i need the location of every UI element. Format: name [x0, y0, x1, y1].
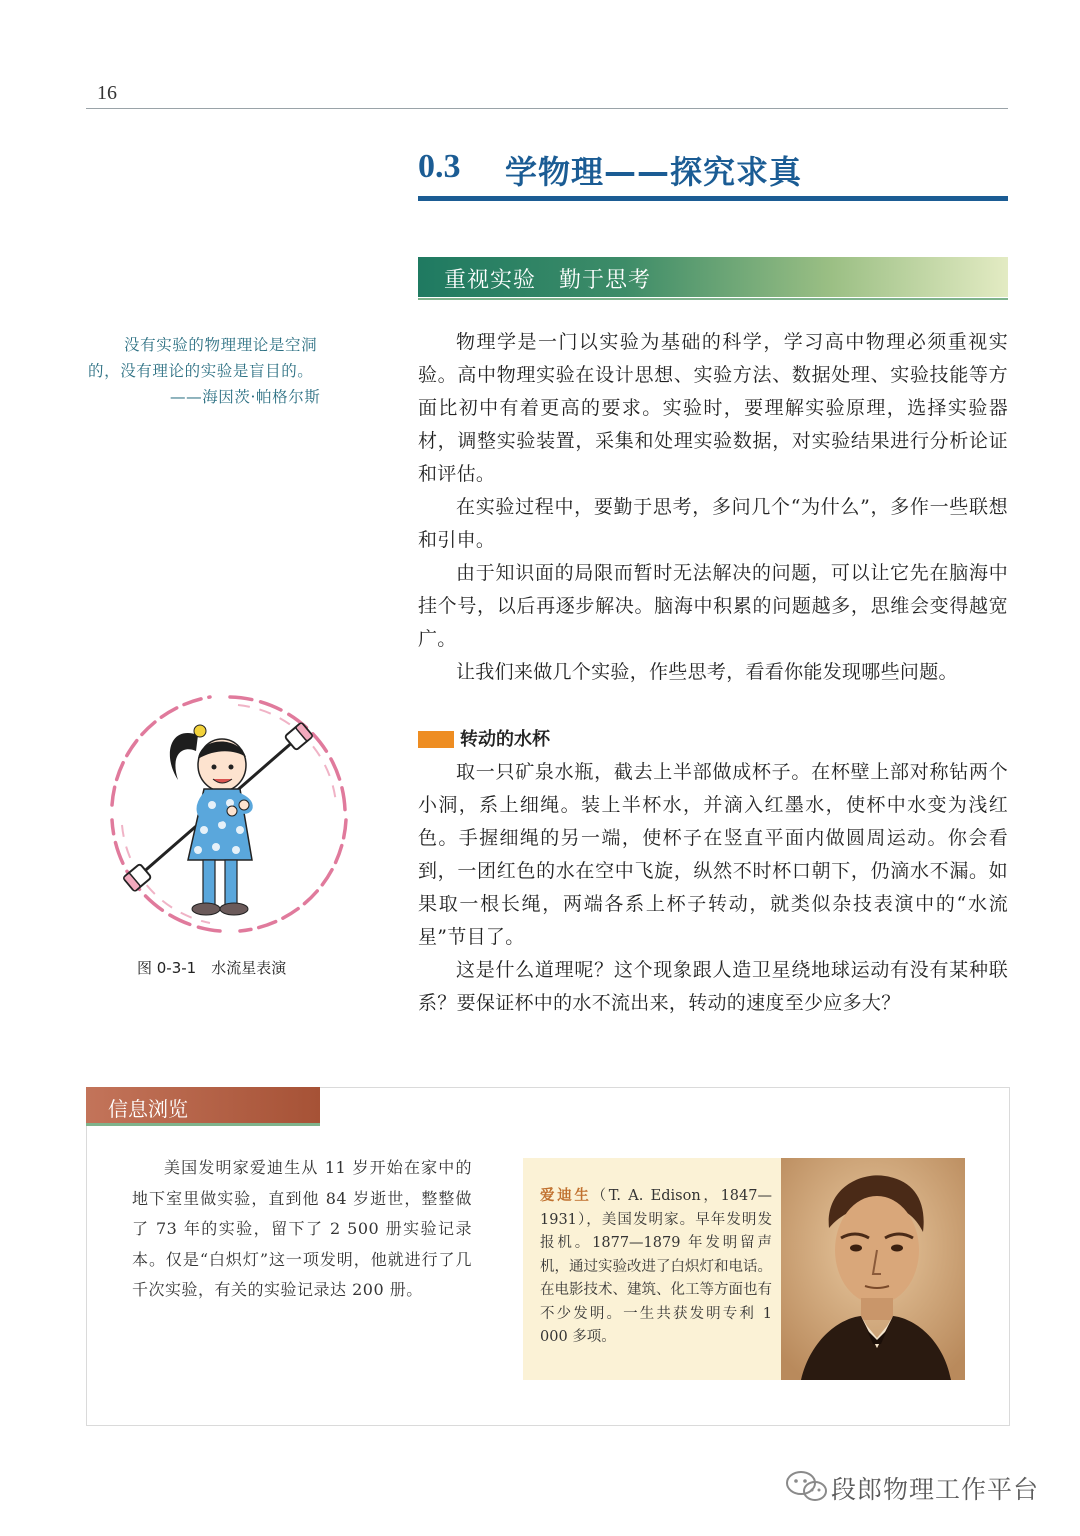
- sidebar-quote-line: 没有实验的物理理论是空洞: [124, 336, 318, 354]
- body-paragraph: [418, 491, 1008, 557]
- water-meteor-illustration: [100, 685, 360, 950]
- subsection-banner: [418, 257, 1008, 297]
- body-paragraph-text: 让我们来做几个实验，作些思考，看看你能发现哪些问题。: [456, 661, 958, 683]
- edison-portrait-image: [781, 1158, 965, 1380]
- edison-description: （T. A. Edison，1847—1931），美国发明家。早年发明发报机。1877—1879 年发明留声机，通过实验改进了白炽灯和电话。在电影技术、建筑、化工等方面也有不少发明。一生共获发明专利 1 000 多项。: [540, 1188, 772, 1345]
- body-paragraph: [418, 557, 1008, 656]
- activity-paragraph-text: 这是什么道理呢？这个现象跟人造卫星绕地球运动有没有某种联系？要保证杯中的水不流出来，转动的速度至少应多大？: [418, 959, 1008, 1014]
- section-number: 0.3: [418, 148, 461, 185]
- body-paragraph: [418, 326, 1008, 491]
- body-paragraph-text: 物理学是一门以实验为基础的科学，学习高中物理必须重视实验。高中物理实验在设计思想、实验方法、数据处理、实验技能等方面比初中有着更高的要求。实验时，要理解实验原理，选择实验器材，调整实验装置，采集和处理实验数据，对实验结果进行分析论证和评估。: [418, 331, 1008, 485]
- info-paragraph: [132, 1153, 472, 1306]
- body-paragraph-text: 在实验过程中，要勤于思考，多问几个“为什么”，多作一些联想和引申。: [418, 496, 1008, 551]
- banner-rule: [418, 298, 1008, 300]
- section-title: 学物理——探究求真: [505, 153, 803, 191]
- sidebar-quote-attribution: ——海因茨·帕格尔斯: [170, 388, 321, 406]
- figure-caption: 图 0-3-1 水流星表演: [137, 959, 287, 977]
- sidebar-quote-line: 的，没有理论的实验是盲目的。: [88, 362, 314, 380]
- subsection-title: 重视实验 勤于思考: [444, 268, 652, 293]
- activity-paragraph: [418, 756, 1008, 954]
- activity-title: 转动的水杯: [460, 729, 550, 750]
- edison-name: 爱迪生: [540, 1188, 592, 1204]
- body-paragraph: [418, 656, 1008, 689]
- activity-paragraph-text: 取一只矿泉水瓶，截去上半部做成杯子。在杯壁上部对称钻两个小洞，系上细绳。装上半杯水，并滴入红墨水，使杯中水变为浅红色。手握细绳的另一端，使杯子在竖直平面内做圆周运动。你会看到，一团红色的水在空中飞旋，纵然不时杯口朝下，仍滴水不漏。如果取一根长绳，两端各系上杯子转动，就类似杂技表演中的“水流星”节目了。: [418, 761, 1008, 948]
- info-tab-label: 信息浏览: [108, 1097, 188, 1121]
- section-rule: [418, 196, 1008, 201]
- watermark-text: 段郎物理工作平台: [831, 1475, 1040, 1504]
- info-tab: [86, 1087, 320, 1123]
- info-paragraph-text: 美国发明家爱迪生从 11 岁开始在家中的地下室里做实验，直到他 84 岁逝世，整整做了 73 年的实验，留下了 2 500 册实验记录本。仅是“白炽灯”这一项发明，他就进行了几千次实验，有关的实验记录达 200 册。: [132, 1158, 472, 1299]
- page-number: 16: [97, 82, 117, 104]
- header-rule: [86, 108, 1008, 109]
- body-paragraph-text: 由于知识面的局限而暂时无法解决的问题，可以让它先在脑海中挂个号，以后再逐步解决。脑海中积累的问题越多，思维会变得越宽广。: [418, 562, 1008, 650]
- edison-bio: [540, 1185, 772, 1350]
- activity-marker: [418, 731, 454, 748]
- activity-paragraph: [418, 954, 1008, 1020]
- info-tab-rule: [86, 1123, 320, 1126]
